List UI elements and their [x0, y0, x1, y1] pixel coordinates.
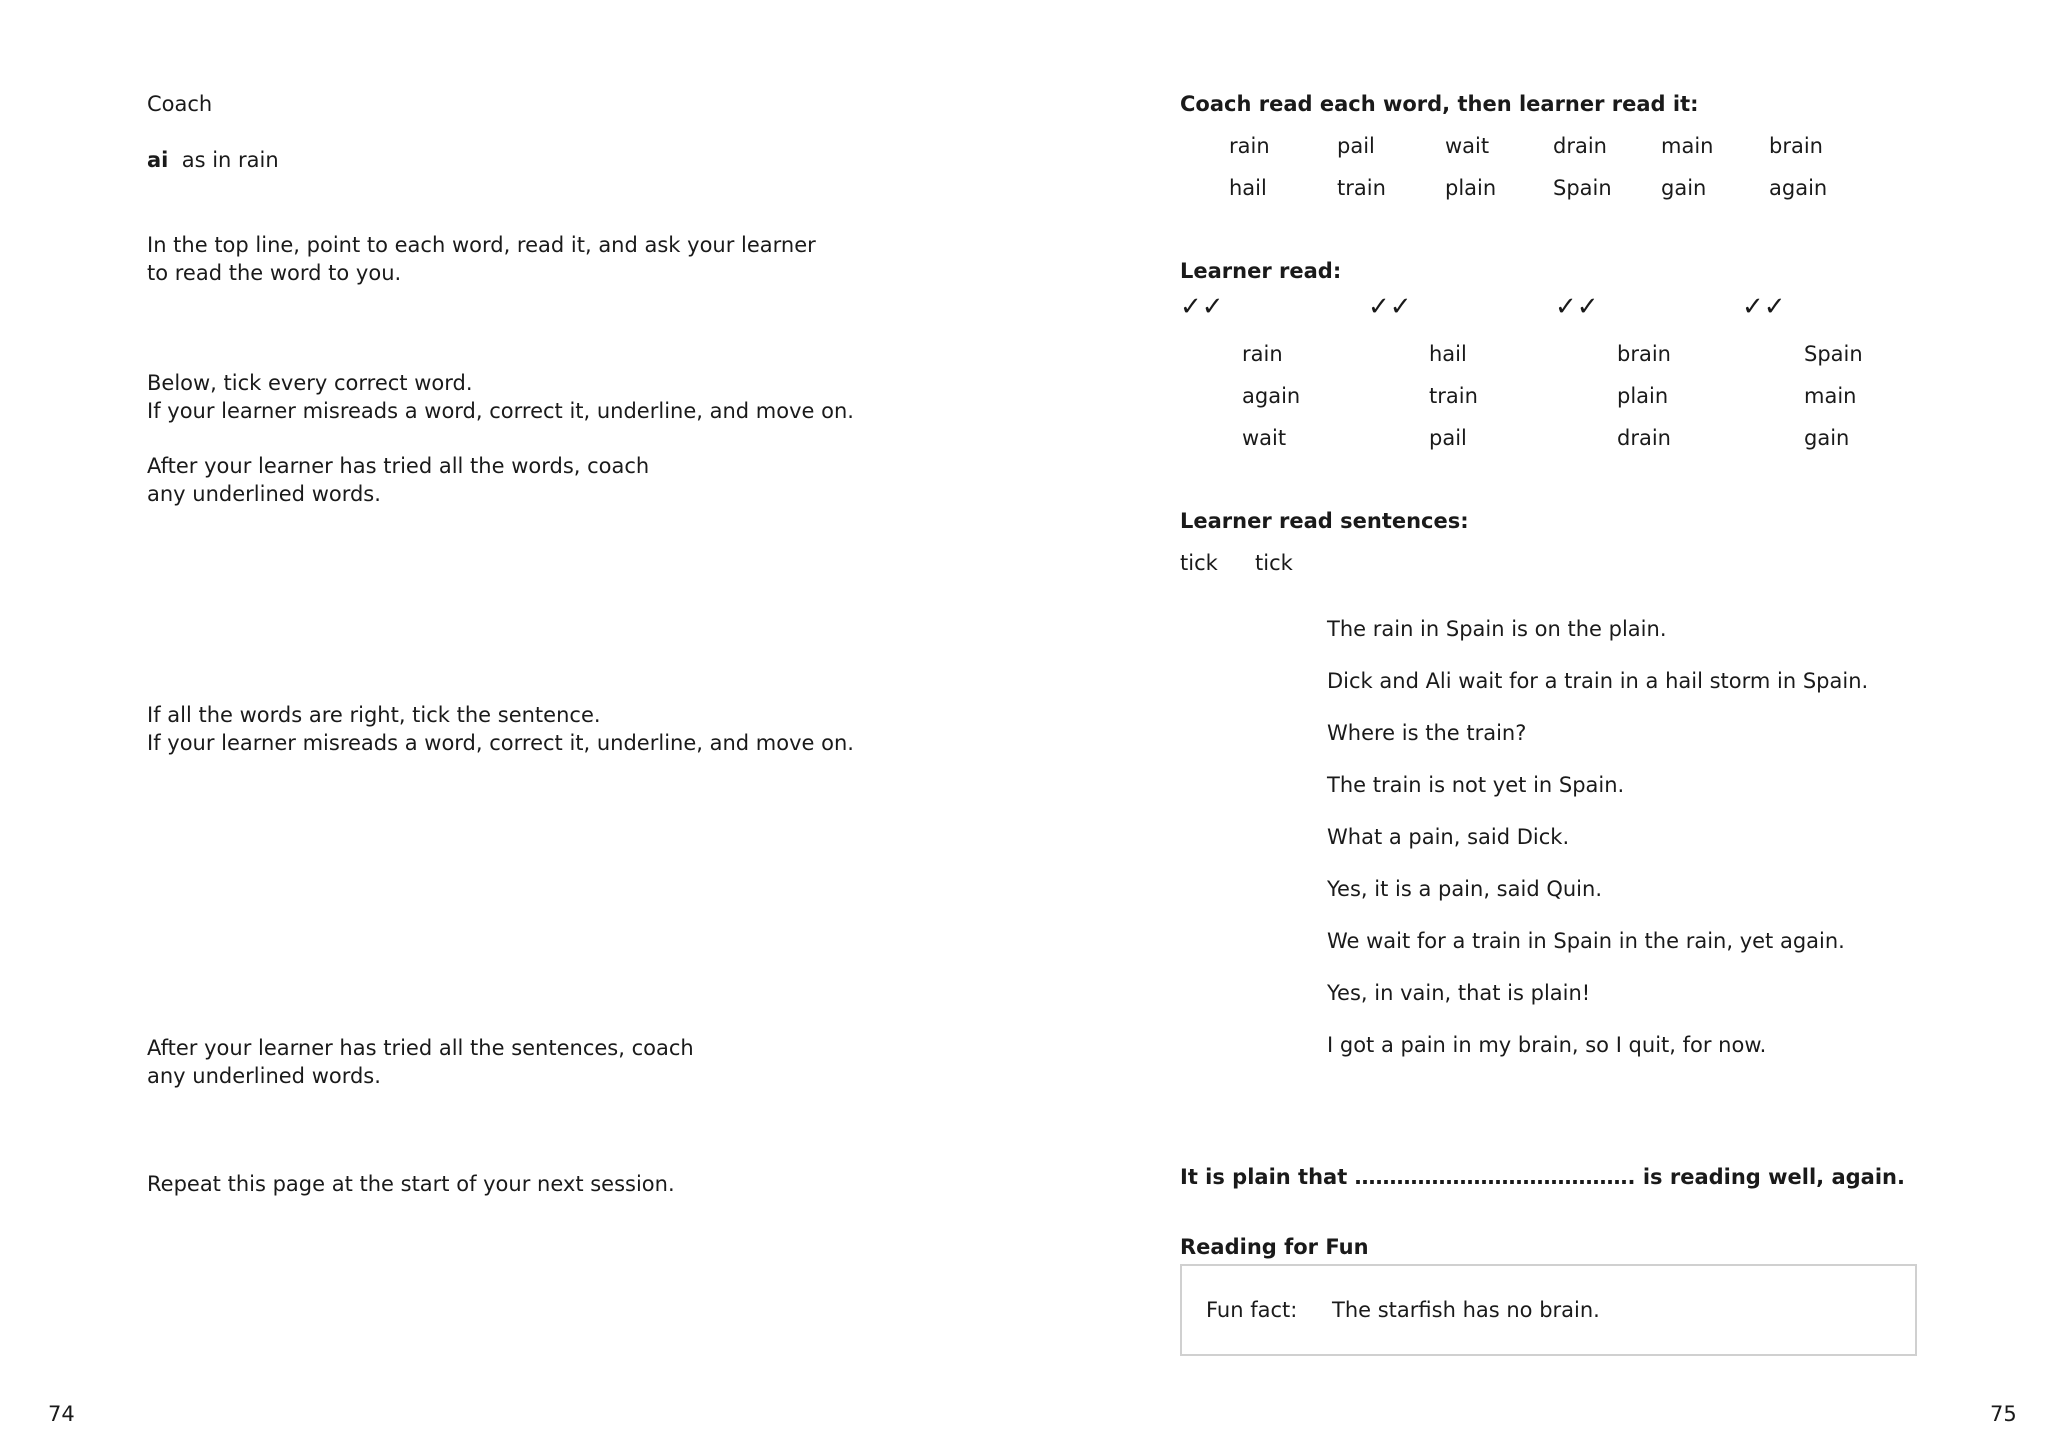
- coach-word: brain: [1769, 134, 1823, 158]
- tick-label: tick: [1255, 551, 1293, 575]
- coach-word: pail: [1337, 134, 1375, 158]
- sentence: Dick and Ali wait for a train in a hail storm in Spain.: [1327, 669, 1869, 693]
- instruction-line: After your learner has tried all the words, coach: [147, 454, 650, 478]
- instruction-line: any underlined words.: [147, 482, 381, 506]
- sound-letters: ai: [147, 148, 169, 172]
- learner-word: again: [1242, 384, 1301, 408]
- fun-fact-box: [1180, 1264, 1917, 1356]
- learner-word: wait: [1242, 426, 1287, 450]
- learner-word: pail: [1429, 426, 1467, 450]
- tick-mark-icon: ✓✓: [1180, 292, 1224, 322]
- instruction-tick-words: [147, 369, 854, 425]
- instruction-top: [147, 231, 816, 287]
- learner-word: plain: [1617, 384, 1669, 408]
- learner-word: rain: [1242, 342, 1283, 366]
- instruction-line: If your learner misreads a word, correct it, underline, and move on.: [147, 399, 854, 423]
- instruction-line: to read the word to you.: [147, 261, 402, 285]
- sentence: I got a pain in my brain, so I quit, for now.: [1327, 1033, 1767, 1057]
- learner-word: hail: [1429, 342, 1467, 366]
- coach-word: Spain: [1553, 176, 1612, 200]
- learner-word: main: [1804, 384, 1857, 408]
- coach-word: gain: [1661, 176, 1707, 200]
- learner-word: gain: [1804, 426, 1850, 450]
- tick-mark-icon: ✓✓: [1555, 292, 1599, 322]
- learner-read-heading: Learner read:: [1180, 259, 1342, 283]
- coach-word: again: [1769, 176, 1828, 200]
- learner-word: brain: [1617, 342, 1671, 366]
- coach-word: train: [1337, 176, 1386, 200]
- page-number-right: 75: [1990, 1402, 2017, 1426]
- coach-word: hail: [1229, 176, 1267, 200]
- sentence: We wait for a train in Spain in the rain, yet again.: [1327, 929, 1845, 953]
- instruction-line: If your learner misreads a word, correct it, underline, and move on.: [147, 731, 854, 755]
- instruction-line: After your learner has tried all the sentences, coach: [147, 1036, 694, 1060]
- instruction-line: In the top line, point to each word, read it, and ask your learner: [147, 233, 816, 257]
- fun-fact-label: Fun fact:: [1206, 1298, 1298, 1322]
- sentence: Where is the train?: [1327, 721, 1527, 745]
- coach-word: plain: [1445, 176, 1497, 200]
- learner-word: Spain: [1804, 342, 1863, 366]
- instruction-repeat: Repeat this page at the start of your next session.: [147, 1172, 675, 1196]
- sentence-list: [1327, 603, 1868, 1071]
- instruction-after-sentences: [147, 1034, 694, 1090]
- coach-read-heading: Coach read each word, then learner read it:: [1180, 92, 1699, 116]
- sentence: The train is not yet in Spain.: [1327, 773, 1625, 797]
- coach-label: Coach: [147, 92, 213, 116]
- tick-mark-icon: ✓✓: [1368, 292, 1412, 322]
- sentence: Yes, it is a pain, said Quin.: [1327, 877, 1602, 901]
- sound-heading: [147, 148, 279, 172]
- fun-fact-text: The starfish has no brain.: [1332, 1298, 1600, 1322]
- learner-word: drain: [1617, 426, 1671, 450]
- sentence: The rain in Spain is on the plain.: [1327, 617, 1667, 641]
- sentence: What a pain, said Dick.: [1327, 825, 1570, 849]
- tick-label: tick: [1180, 551, 1218, 575]
- sound-example: as in rain: [181, 148, 279, 172]
- page-number-left: 74: [48, 1402, 75, 1426]
- reading-for-fun-heading: Reading for Fun: [1180, 1235, 1369, 1259]
- instruction-tick-sentence: [147, 701, 854, 757]
- tick-mark-icon: ✓✓: [1742, 292, 1786, 322]
- instruction-line: If all the words are right, tick the sentence.: [147, 703, 601, 727]
- coach-word: drain: [1553, 134, 1607, 158]
- learner-word: train: [1429, 384, 1478, 408]
- sentences-heading: Learner read sentences:: [1180, 509, 1469, 533]
- instruction-after-words: [147, 452, 649, 508]
- closing-line: It is plain that …………………………………. is reading well, again.: [1180, 1165, 1905, 1189]
- coach-word: rain: [1229, 134, 1270, 158]
- coach-word: wait: [1445, 134, 1490, 158]
- coach-word: main: [1661, 134, 1714, 158]
- instruction-line: Below, tick every correct word.: [147, 371, 473, 395]
- sentence: Yes, in vain, that is plain!: [1327, 981, 1591, 1005]
- instruction-line: any underlined words.: [147, 1064, 381, 1088]
